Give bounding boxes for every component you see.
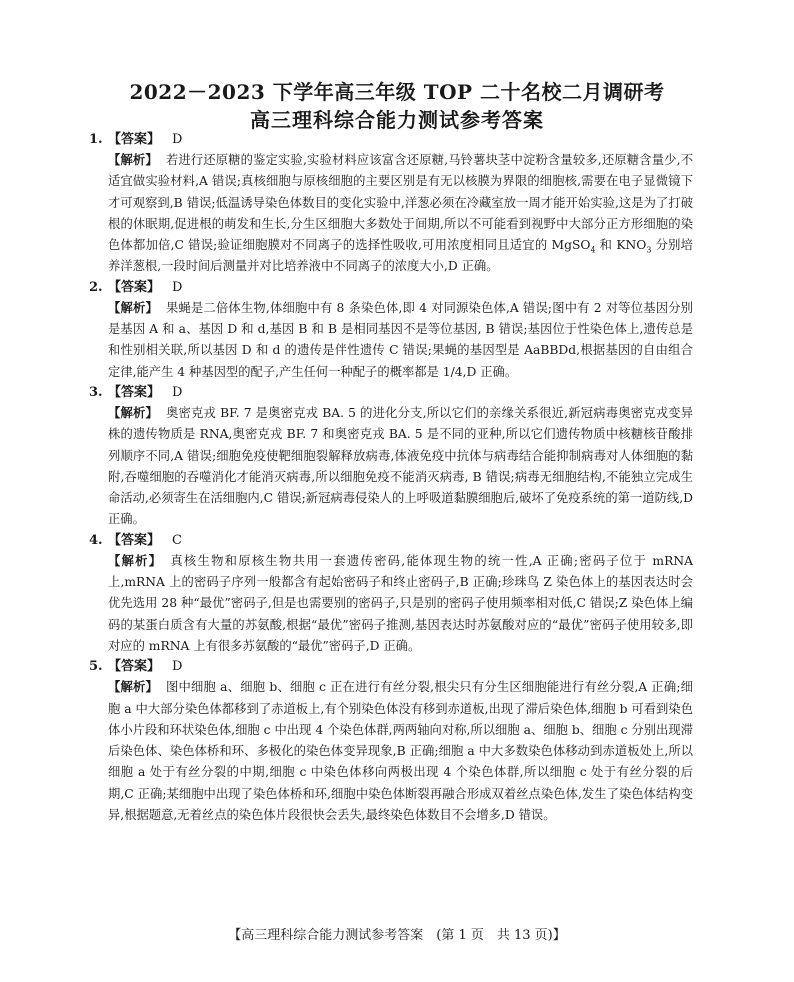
explanation-tag: 【解析】 xyxy=(108,679,159,695)
answer-line xyxy=(89,278,693,297)
question-5 xyxy=(89,657,693,826)
answer-value: C xyxy=(172,532,182,548)
question-3 xyxy=(89,383,693,531)
explanation xyxy=(108,402,693,531)
explanation-tag: 【解析】 xyxy=(108,299,158,315)
answer-value: D xyxy=(172,279,183,295)
explanation xyxy=(108,550,693,657)
explanation-tag: 【解析】 xyxy=(108,404,158,420)
answer-tag: 【答案】 xyxy=(108,659,161,675)
question-number: 1. xyxy=(89,132,103,147)
answer-list xyxy=(89,130,693,826)
question-number: 2. xyxy=(89,279,103,295)
answer-line xyxy=(89,130,693,149)
exam-title: 2022－2023 下学年高三年级 TOP 二十名校二月调研考 xyxy=(129,80,665,104)
explanation xyxy=(108,149,693,278)
explanation-text: 奥密克戎 BF. 7 是奥密克戎 BA. 5 的进化分支,所以它们的亲缘关系很近,新冠病毒奥密克戎变异株的遗传物质是 RNA,奥密克戎 BF. 7 和奥密克戎 BA. 5 是不同的亚种,所以它们遗传物质中核糖核苷酸排列顺序不同,A 错误;细胞免疫使靶细胞裂解释放病毒,体液免疫中抗体与病毒结合能抑制病毒对人体细胞的黏附,吞噬细胞的吞噬消化才能消灭病毒,所以细胞免疫不能消灭病毒, B 错误;病毒无细胞结构,不能独立完成生命活动,必须寄生在活细胞内,C 错误;新冠病毒侵染人的上呼吸道黏膜细胞后,破坏了免疫系统的第一道防线,D 正确。 xyxy=(108,405,693,527)
answer-key-title: 高三理科综合能力测试参考答案 xyxy=(250,108,544,132)
page-footer: 【高三理科综合能力测试参考答案 (第 1 页 共 13 页)】 xyxy=(228,928,566,943)
explanation-tag: 【解析】 xyxy=(108,152,158,167)
explanation-tag: 【解析】 xyxy=(108,552,163,568)
question-number: 3. xyxy=(89,384,103,400)
question-number: 4. xyxy=(89,532,103,548)
explanation-text: 图中细胞 a、细胞 b、细胞 c 正在进行有丝分裂,根尖只有分生区细胞能进行有丝分裂,A 正确;细胞 a 中大部分染色体都移到了赤道板上,有个别染色体没有移到赤道板,出现了滞后染色体,细胞 b 可看到染色体小片段和环状染色体,细胞 c 中出现 4 个染色体群,两两轴向对称,所以细胞 a、细胞 b、细胞 c 分别出现滞后染色体、染色体桥和环、多极化的染色体变异现象,B 正确;细胞 a 中大多数染色体移动到赤道板处上,所以细胞 a 处于有丝分裂的中期,细胞 c 中染色体移向两极出现 4 个染色体群,所以细胞 c 处于有丝分裂的后期,C 正确;某细胞中出现了染色体桥和环,细胞中染色体断裂再融合形成双着丝点染色体,发生了染色体结构变异,根据题意,无着丝点的染色体片段很快会丢失,最终染色体数目不会增多,D 错误。 xyxy=(108,680,693,823)
explanation-text: 和 KNO xyxy=(595,238,647,253)
question-2 xyxy=(89,278,693,383)
explanation xyxy=(108,297,693,383)
question-4 xyxy=(89,531,693,657)
answer-value: D xyxy=(172,132,183,147)
answer-value: D xyxy=(172,384,183,400)
answer-tag: 【答案】 xyxy=(108,384,161,400)
question-1 xyxy=(89,130,693,278)
answer-tag: 【答案】 xyxy=(108,532,161,548)
question-number: 5. xyxy=(89,659,103,675)
explanation-text: 果蝇是二倍体生物,体细胞中有 8 条染色体,即 4 对同源染色体,A 错误;图中有 2 对等位基因分别是基因 A 和 a、基因 D 和 d,基因 B 和 B 是相同基因不是等位基因, B 错误;基因位于性染色体上,遗传总是和性别相关联,所以基因 D 和 d 的遗传是伴性遗传 C 错误;果蝇的基因型是 AaBBDd,根据基因的自由组合定律,能产生 4 种基因型的配子,产生任何一种配子的概率都是 1/4,D 正确。 xyxy=(108,300,693,379)
explanation-text: 若进行还原糖的鉴定实验,实验材料应该富含还原糖,马铃薯块茎中淀粉含量较多,还原糖含量少,不适宜做实验材料,A 错误;真核细胞与原核细胞的主要区别是有无以核膜为界限的细胞核,需要在电子显微镜下才可观察到,B 错误;低温诱导染色体数目的变化实验中,洋葱必须在冷藏室放一周才能开始实验,这是为了打破根的休眠期,促进根的萌发和生长,分生区细胞大多数处于间期,所以不可能看到视野中大部分正方形细胞的染色体都加倍,C 错误;验证细胞膜对不同离子的选择性吸收,可用浓度相同且适宜的 MgSO xyxy=(108,153,693,253)
explanation xyxy=(108,676,693,826)
answer-tag: 【答案】 xyxy=(108,279,161,295)
answer-tag: 【答案】 xyxy=(108,132,161,147)
subscript: 3 xyxy=(646,245,652,255)
answer-value: D xyxy=(172,659,183,675)
explanation-text: 分别培养洋葱根,一段时间后测量并对比培养液中不同离子的浓度大小,D 正确。 xyxy=(108,238,693,274)
subscript: 4 xyxy=(590,245,596,255)
answer-line xyxy=(89,383,693,402)
answer-line xyxy=(89,531,693,550)
answer-line xyxy=(89,657,693,676)
explanation-text: 真核生物和原核生物共用一套遗传密码,能体现生物的统一性,A 正确;密码子位于 mRNA 上,mRNA 上的密码子序列一般都含有起始密码子和终止密码子,B 正确;珍珠鸟 Z 染色体上的基因表达时会优先选用 28 种“最优”密码子,但是也需要别的密码子,只是别的密码子使用频率相对低,C 错误;Z 染色体上编码的某蛋白质含有大量的苏氨酸,根据“最优”密码子推测,基因表达时苏氨酸对应的“最优”密码子使用较多,即对应的 mRNA 上有很多苏氨酸的“最优”密码子,D 正确。 xyxy=(108,553,693,653)
